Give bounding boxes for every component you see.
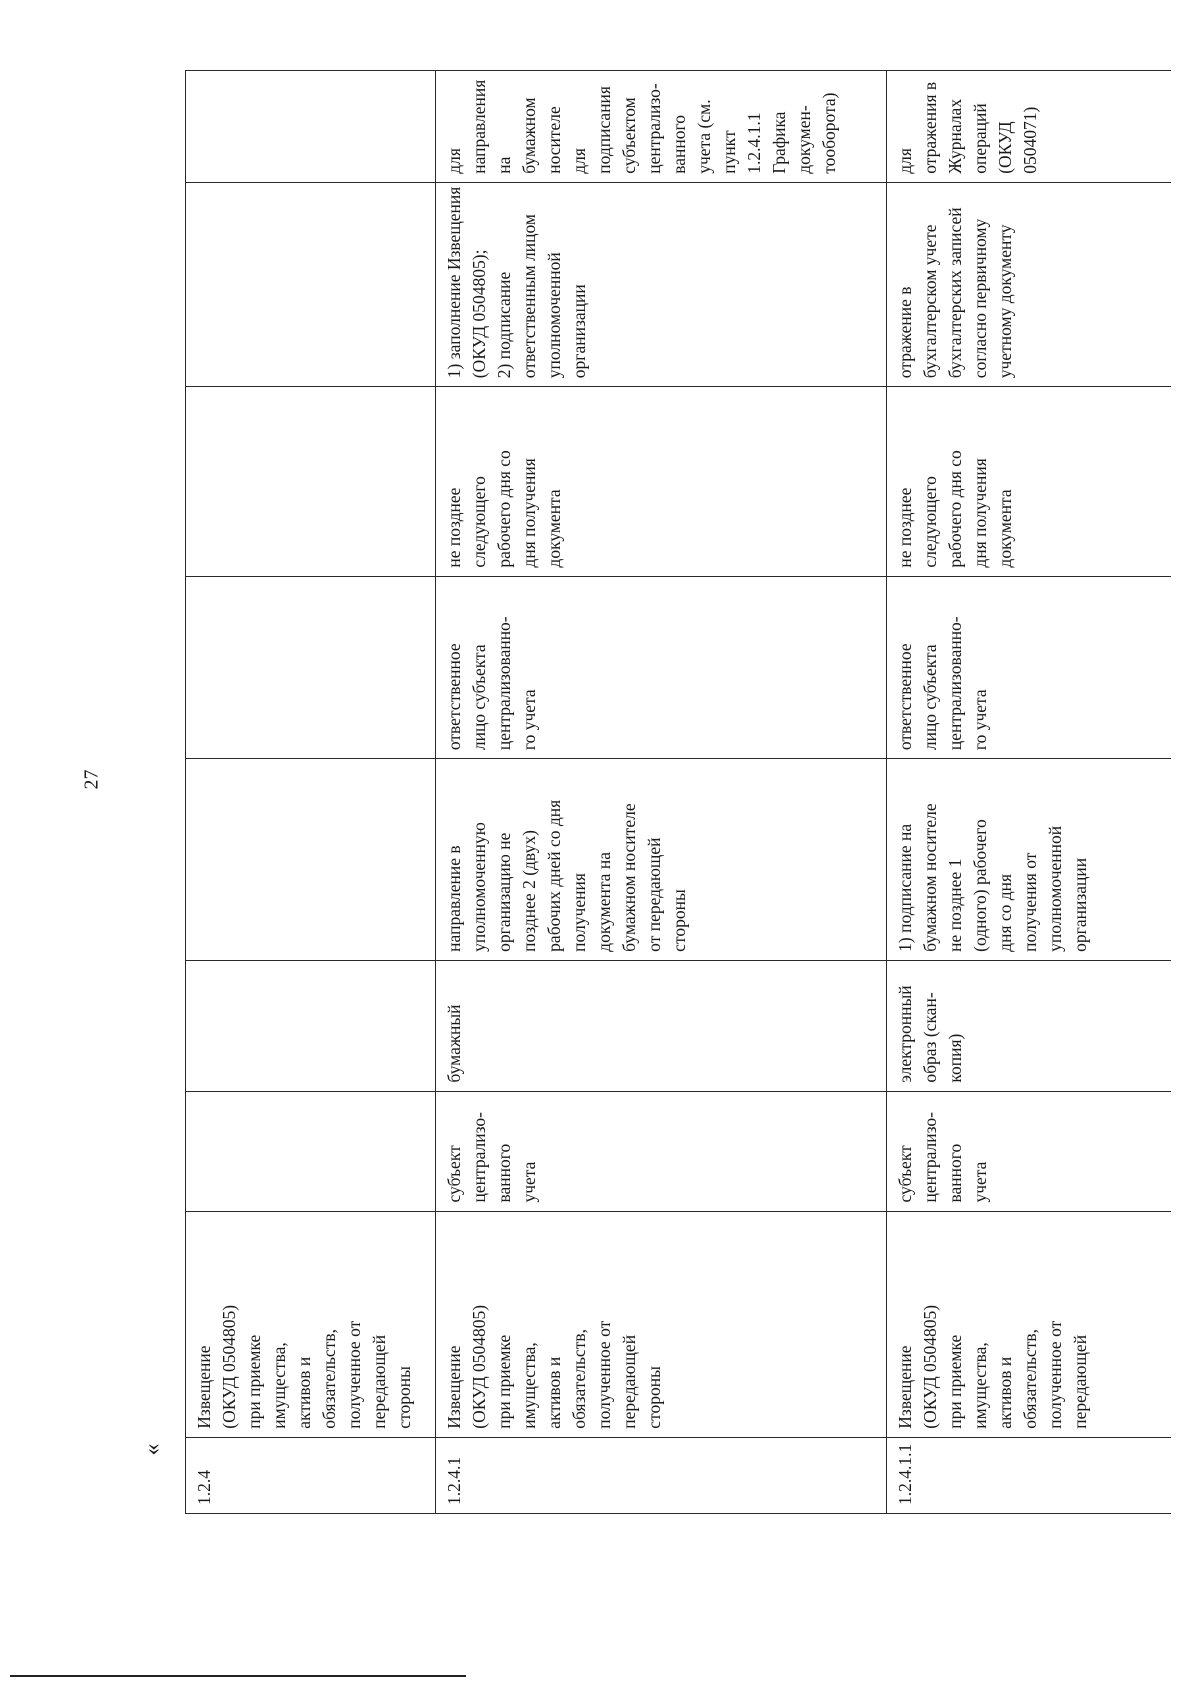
page-number: 27: [80, 769, 103, 790]
footnote-rule: [10, 1675, 466, 1677]
cell-text-line: ответственное: [444, 643, 464, 751]
cell-text-line: субъект: [895, 1145, 915, 1203]
cell-text-line: для: [895, 148, 915, 174]
cell-text-line: имущества,: [269, 1342, 289, 1429]
cell-text-line: тооборота): [819, 92, 839, 174]
cell-text-line: уполномоченной: [544, 252, 564, 379]
cell-text-line: подписания: [594, 86, 614, 174]
cell-text-line: (ОКУД: [995, 121, 1015, 174]
cell-text-line: отражение в: [895, 286, 915, 379]
cell-text-line: бумажном: [519, 97, 539, 174]
cell-text-line: обязательств,: [1020, 1329, 1040, 1429]
cell-term: [186, 387, 436, 576]
cell-text-line: направления: [469, 79, 489, 174]
cell-text-line: ванного: [669, 115, 689, 174]
cell-purpose: [186, 71, 436, 183]
cell-text-line: документа: [544, 489, 564, 568]
cell-text-line: организацию не: [494, 832, 514, 952]
cell-text-line: направление в: [444, 845, 464, 952]
cell-text-line: субъект: [444, 1145, 464, 1203]
cell-text-line: образ (скан-: [920, 992, 940, 1083]
document-flow-table: [185, 70, 1171, 1514]
cell-text-line: на: [494, 156, 514, 174]
cell-text-line: активов и: [995, 1356, 1015, 1429]
cell-text-line: дня со дня: [995, 873, 1015, 952]
cell-text-line: учета: [519, 1161, 539, 1203]
cell-text-line: обязательств,: [569, 1329, 589, 1429]
cell-text-line: пункт: [719, 130, 739, 174]
cell-text-line: документа на: [594, 852, 614, 952]
opening-quote-mark: «: [139, 1443, 166, 1456]
cell-originator: [186, 1091, 436, 1211]
cell-procedure: [436, 182, 887, 386]
cell-text-line: следующего: [469, 476, 489, 568]
cell-text-line: учета: [970, 1161, 990, 1203]
cell-text-line: централизо-: [644, 83, 664, 174]
cell-text-line: го учета: [970, 689, 990, 751]
table-row: [436, 71, 887, 1514]
cell-text-line: лицо субъекта: [920, 644, 940, 751]
cell-number: [887, 1437, 1172, 1513]
cell-text-line: следующего: [920, 476, 940, 568]
cell-text-line: позднее 2 (двух): [519, 830, 539, 952]
cell-text-line: рабочего дня со: [494, 450, 514, 568]
cell-document-name: [887, 1211, 1172, 1437]
cell-text-line: (ОКУД 0504805): [469, 1304, 489, 1429]
cell-document-type: [186, 960, 436, 1091]
cell-text-line: имущества,: [970, 1342, 990, 1429]
cell-text-line: для: [444, 148, 464, 174]
cell-text-line: 0504071): [1020, 106, 1040, 174]
cell-text-line: централизо-: [920, 1111, 940, 1203]
cell-text-line: электронный: [895, 985, 915, 1083]
cell-text-line: при приемке: [494, 1334, 514, 1429]
cell-text-line: стороны: [669, 889, 689, 952]
cell-text-line: 1) подписание на: [895, 823, 915, 952]
cell-term: [887, 387, 1172, 576]
cell-text-line: централизованно-: [494, 616, 514, 751]
cell-text-line: полученное от: [1045, 1320, 1065, 1429]
cell-text-line: бухгалтерских записей: [945, 207, 965, 379]
cell-text-line: (ОКУД 0504805): [219, 1304, 239, 1429]
cell-text-line: дня получения: [519, 458, 539, 568]
cell-text-line: операций: [970, 103, 990, 174]
cell-text-line: активов и: [544, 1356, 564, 1429]
cell-text-line: передающей: [619, 1334, 639, 1429]
cell-text-line: получения: [569, 873, 589, 952]
cell-originator: [887, 1091, 1172, 1211]
cell-text-line: полученное от: [594, 1320, 614, 1429]
cell-text-line: (ОКУД 0504805);: [469, 249, 489, 379]
cell-text-line: организации: [569, 284, 589, 379]
cell-purpose: [887, 71, 1172, 183]
cell-text-line: рабочего дня со: [945, 450, 965, 568]
cell-text-line: копия): [945, 1033, 965, 1083]
cell-procedure: [887, 182, 1172, 386]
cell-text-line: Извещение: [444, 1345, 464, 1429]
cell-text-line: передающей: [369, 1334, 389, 1429]
cell-text-line: документа: [995, 489, 1015, 568]
cell-text-line: 1.2.4.1: [444, 1456, 464, 1505]
cell-text-line: получения от: [1020, 852, 1040, 952]
rotated-table: [185, 70, 1171, 1514]
cell-text-line: не позднее: [444, 487, 464, 568]
cell-text-line: обязательств,: [319, 1329, 339, 1429]
cell-text-line: лицо субъекта: [469, 644, 489, 751]
cell-text-line: уполномоченную: [469, 822, 489, 952]
cell-text-line: Графика: [769, 111, 789, 174]
cell-text-line: полученное от: [344, 1320, 364, 1429]
cell-document-name: [186, 1211, 436, 1437]
cell-text-line: стороны: [644, 1366, 664, 1429]
cell-text-line: 1.2.4: [194, 1470, 214, 1505]
cell-originator: [436, 1091, 887, 1211]
cell-responsible: [436, 576, 887, 759]
cell-text-line: Извещение: [895, 1345, 915, 1429]
cell-text-line: от передающей: [644, 837, 664, 952]
cell-text-line: рабочих дней со дня: [544, 799, 564, 952]
cell-text-line: учета (см.: [694, 99, 714, 174]
cell-text-line: 1) заполнение Извещения: [444, 186, 464, 379]
cell-document-name: [436, 1211, 887, 1437]
table-row: [186, 71, 436, 1514]
cell-text-line: носителе: [544, 106, 564, 174]
cell-text-line: для: [569, 148, 589, 174]
cell-term: [436, 387, 887, 576]
cell-text-line: отражения в: [920, 81, 940, 174]
cell-text-line: ответственным лицом: [519, 213, 539, 379]
cell-text-line: (ОКУД 0504805): [920, 1304, 940, 1429]
cell-text-line: бумажный: [444, 1004, 464, 1083]
cell-purpose: [436, 71, 887, 183]
cell-text-line: уполномоченной: [1045, 825, 1065, 952]
cell-responsible: [186, 576, 436, 759]
cell-text-line: дня получения: [970, 458, 990, 568]
cell-text-line: при приемке: [244, 1334, 264, 1429]
table-row: [887, 71, 1172, 1514]
cell-action: [436, 759, 887, 961]
cell-procedure: [186, 182, 436, 386]
cell-text-line: организации: [1070, 857, 1090, 952]
cell-text-line: стороны: [394, 1366, 414, 1429]
cell-text-line: учетному документу: [995, 224, 1015, 379]
cell-number: [186, 1437, 436, 1513]
cell-text-line: передающей: [1070, 1334, 1090, 1429]
cell-text-line: Извещение: [194, 1345, 214, 1429]
cell-text-line: бухгалтерском учете: [920, 224, 940, 379]
cell-text-line: докумен-: [794, 105, 814, 174]
cell-text-line: субъектом: [619, 97, 639, 174]
cell-text-line: 1.2.4.1.1: [895, 1443, 915, 1505]
cell-text-line: го учета: [519, 689, 539, 751]
cell-text-line: ванного: [945, 1143, 965, 1203]
cell-responsible: [887, 576, 1172, 759]
cell-text-line: ответственное: [895, 643, 915, 751]
cell-text-line: (одного) рабочего: [970, 819, 990, 952]
cell-document-type: [436, 960, 887, 1091]
cell-text-line: согласно первичному: [970, 218, 990, 379]
cell-text-line: активов и: [294, 1356, 314, 1429]
cell-text-line: 1.2.4.1.1: [744, 112, 764, 174]
cell-text-line: при приемке: [945, 1334, 965, 1429]
cell-text-line: имущества,: [519, 1342, 539, 1429]
cell-text-line: бумажном носителе: [920, 803, 940, 952]
cell-document-type: [887, 960, 1172, 1091]
cell-text-line: централизованно-: [945, 616, 965, 751]
cell-text-line: Журналах: [945, 98, 965, 174]
cell-text-line: 2) подписание: [494, 271, 514, 379]
cell-number: [436, 1437, 887, 1513]
rotated-table-wrapper: [185, 70, 1171, 1514]
cell-text-line: бумажном носителе: [619, 803, 639, 952]
cell-text-line: не позднее: [895, 487, 915, 568]
cell-action: [186, 759, 436, 961]
cell-text-line: централизо-: [469, 1111, 489, 1203]
cell-text-line: ванного: [494, 1143, 514, 1203]
cell-action: [887, 759, 1172, 961]
cell-text-line: не позднее 1: [945, 858, 965, 952]
